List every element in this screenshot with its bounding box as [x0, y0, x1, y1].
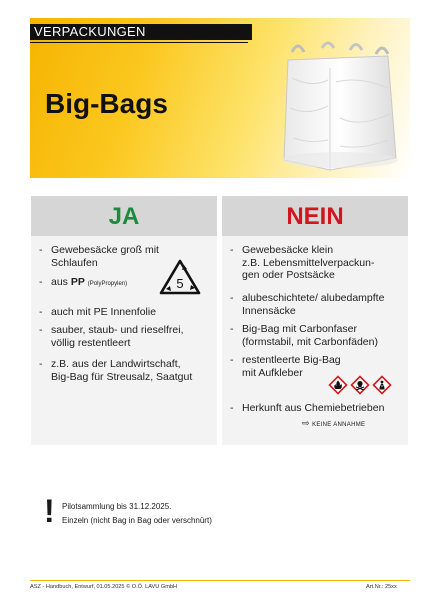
exclamation-icon: ! — [44, 493, 55, 529]
arrow-right-icon: ⇨ — [302, 418, 310, 428]
footer-credit: ASZ - Handbuch, Entwurf, 01.05.2025 © O.Ö. LAVU GmbH — [30, 584, 178, 590]
category-underline — [30, 42, 248, 43]
skull-icon — [350, 375, 370, 395]
notice-line-1: Pilotsammlung bis 31.12.2025. — [62, 502, 172, 511]
nein-column: NEIN - Gewebesäcke klein z.B. Lebensmittelverpackun- gen oder Postsäcke - alubeschichtete/ alubedampfte Innensäcke - Big-Bag mit Carbonfaser (formstabil, mit Carbonfäden) - restentleerte Big-Bag mit Aufkleber - Herkunft aus Chemiebetrieben ⇨ KEINE ANNAHME — [222, 196, 408, 445]
recycling-code: 5 — [176, 276, 184, 291]
notice-line-2: Einzeln (nicht Bag in Bag oder verschnürt) — [62, 516, 212, 525]
no-acceptance-note: ⇨ KEINE ANNAHME — [302, 418, 366, 428]
recycling-symbol-icon — [157, 257, 203, 299]
big-bag-image — [270, 38, 406, 176]
footer-article-number: Art.Nr.: 25xx — [366, 584, 397, 590]
footer-divider — [30, 580, 410, 581]
nein-heading: NEIN — [222, 196, 408, 236]
hero-banner — [30, 18, 410, 178]
ja-heading: JA — [31, 196, 217, 236]
flame-icon — [328, 375, 348, 395]
category-label: VERPACKUNGEN — [30, 24, 252, 40]
health-hazard-icon — [372, 375, 392, 395]
page-title: Big-Bags — [45, 88, 168, 119]
ja-column: JA - Gewebesäcke groß mit Schlaufen - aus PP (PolyPropylen) 5 - auch mit PE Innenfolie - sauber, staub- und rieselfrei, völlig restentleert - z.B. aus der Landwirtschaft, Big-Bag für Streusalz, Saatgut — [31, 196, 217, 445]
